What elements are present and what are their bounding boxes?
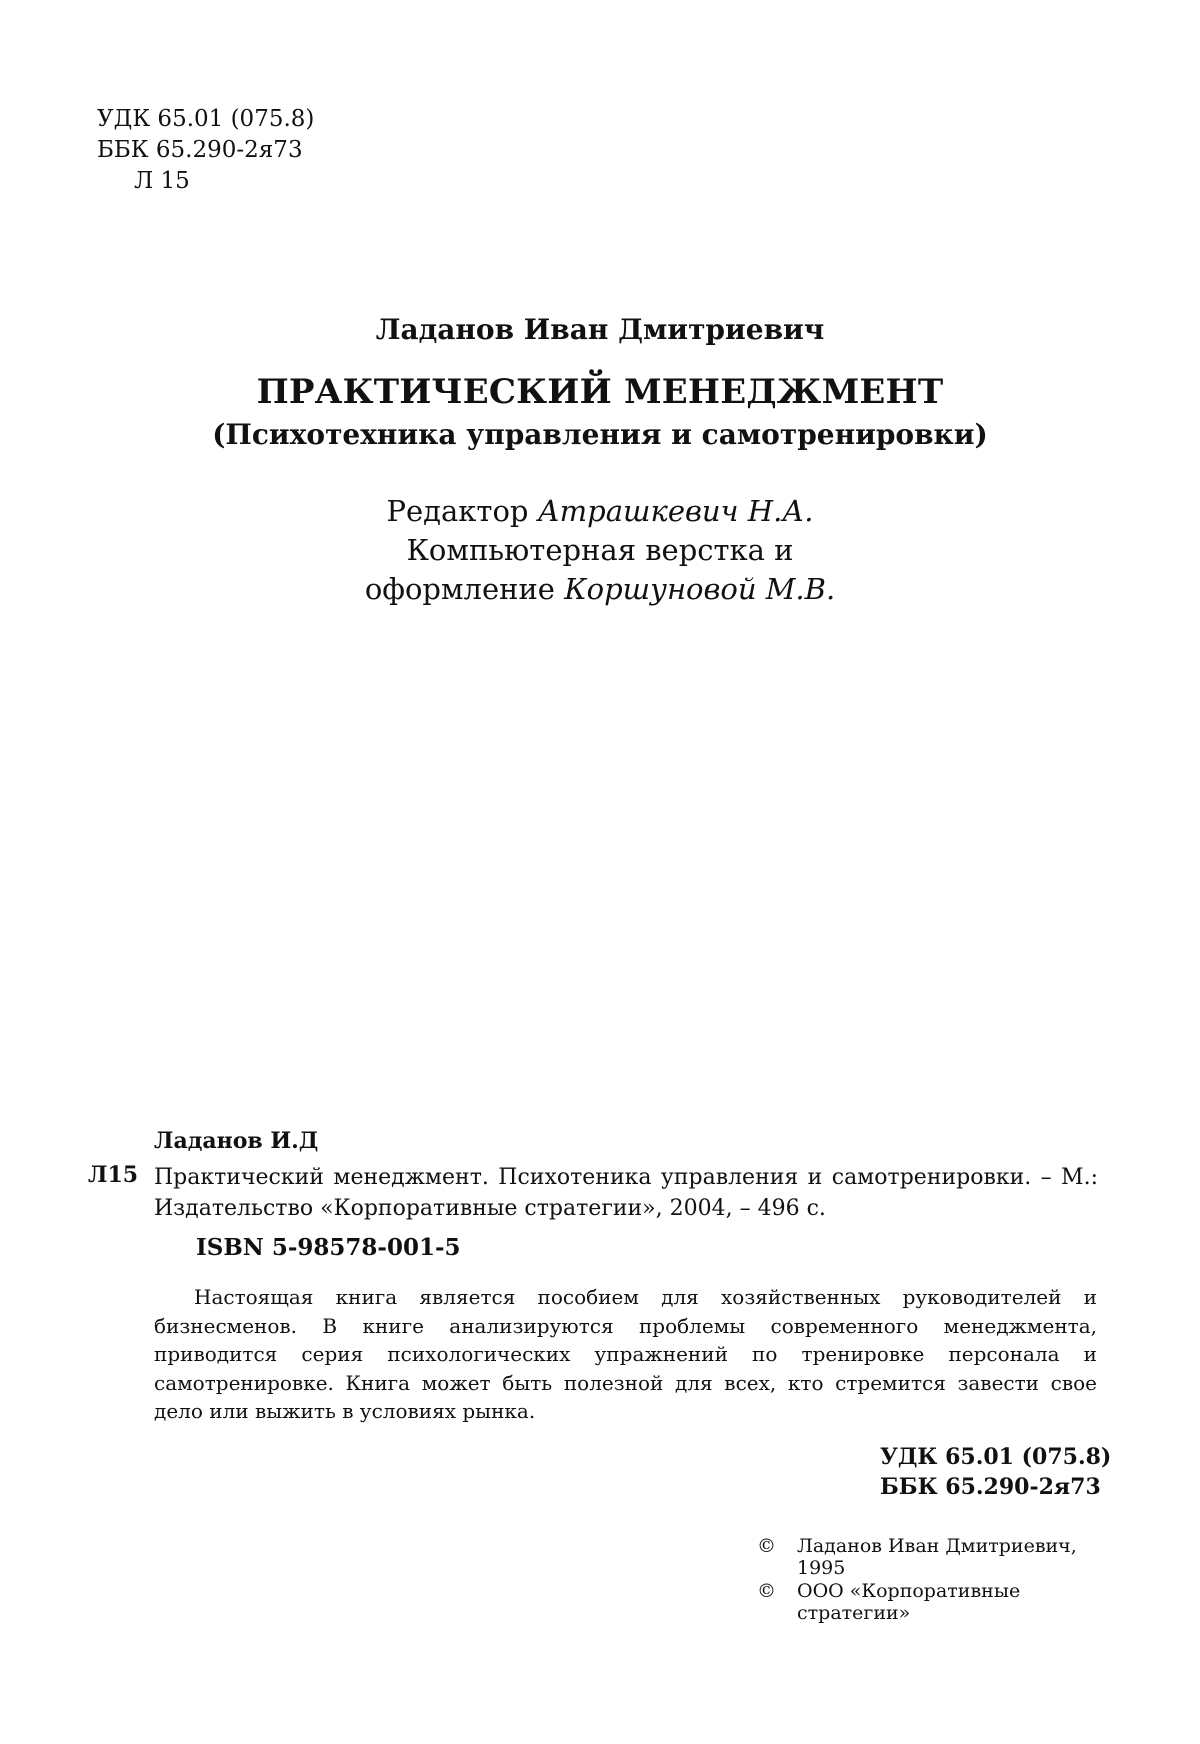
copyright-item <box>757 1535 1097 1579</box>
copyright-item <box>757 1580 1097 1624</box>
book-subtitle: (Психотехника управления и самотренировки) <box>212 418 988 451</box>
copyright-icon: © <box>757 1580 776 1602</box>
isbn: ISBN 5-98578-001-5 <box>196 1234 461 1261</box>
book-title: ПРАКТИЧЕСКИЙ МЕНЕДЖМЕНТ <box>256 372 944 412</box>
layout-label: оформление <box>364 572 555 606</box>
editor-name: Атрашкевич Н.А. <box>537 494 814 528</box>
bib-author: Ладанов И.Д <box>154 1128 319 1154</box>
bib-description: Практический менеджмент. Психотеника управления и самотренировки. – М.: Издательство «Корпоративные стратегии», 2004, – 496 с. <box>154 1165 1098 1221</box>
udk-code: УДК 65.01 (075.8) <box>97 106 315 132</box>
layout-line-1: Компьютерная верстка и <box>406 533 794 567</box>
layout-line-2 <box>0 570 1200 609</box>
classification-codes-top <box>97 104 314 197</box>
author-mark-code: Л 15 <box>134 168 190 194</box>
bbk-code: ББК 65.290-2я73 <box>97 137 303 163</box>
bib-code: Л15 <box>88 1162 139 1188</box>
credits-block <box>0 492 1200 609</box>
copyright-holder: ООО «Корпоративные стратегии» <box>797 1580 1021 1624</box>
classification-codes-bottom <box>880 1442 1111 1502</box>
copyright-icon: © <box>757 1535 776 1557</box>
editor-label: Редактор <box>386 494 529 528</box>
annotation-text: Настоящая книга является пособием для хозяйственных руководителей и бизнесменов. В книге анализируются проблемы современного менеджмента, приводится серия психологических упражнений по тренировке персонала и самотренировке. Книга может быть полезной для всех, кто стремится завести свое дело или выжить в условиях рынка. <box>154 1285 1097 1423</box>
editor-line <box>0 492 1200 531</box>
author-name: Ладанов Иван Дмитриевич <box>375 313 825 346</box>
copyright-holder: Ладанов Иван Дмитриевич, 1995 <box>797 1535 1077 1579</box>
udk-code-bottom: УДК 65.01 (075.8) <box>880 1444 1112 1470</box>
copyright-block <box>757 1535 1097 1625</box>
bbk-code-bottom: ББК 65.290-2я73 <box>880 1474 1101 1500</box>
layout-name: Коршуновой М.В. <box>564 572 836 606</box>
